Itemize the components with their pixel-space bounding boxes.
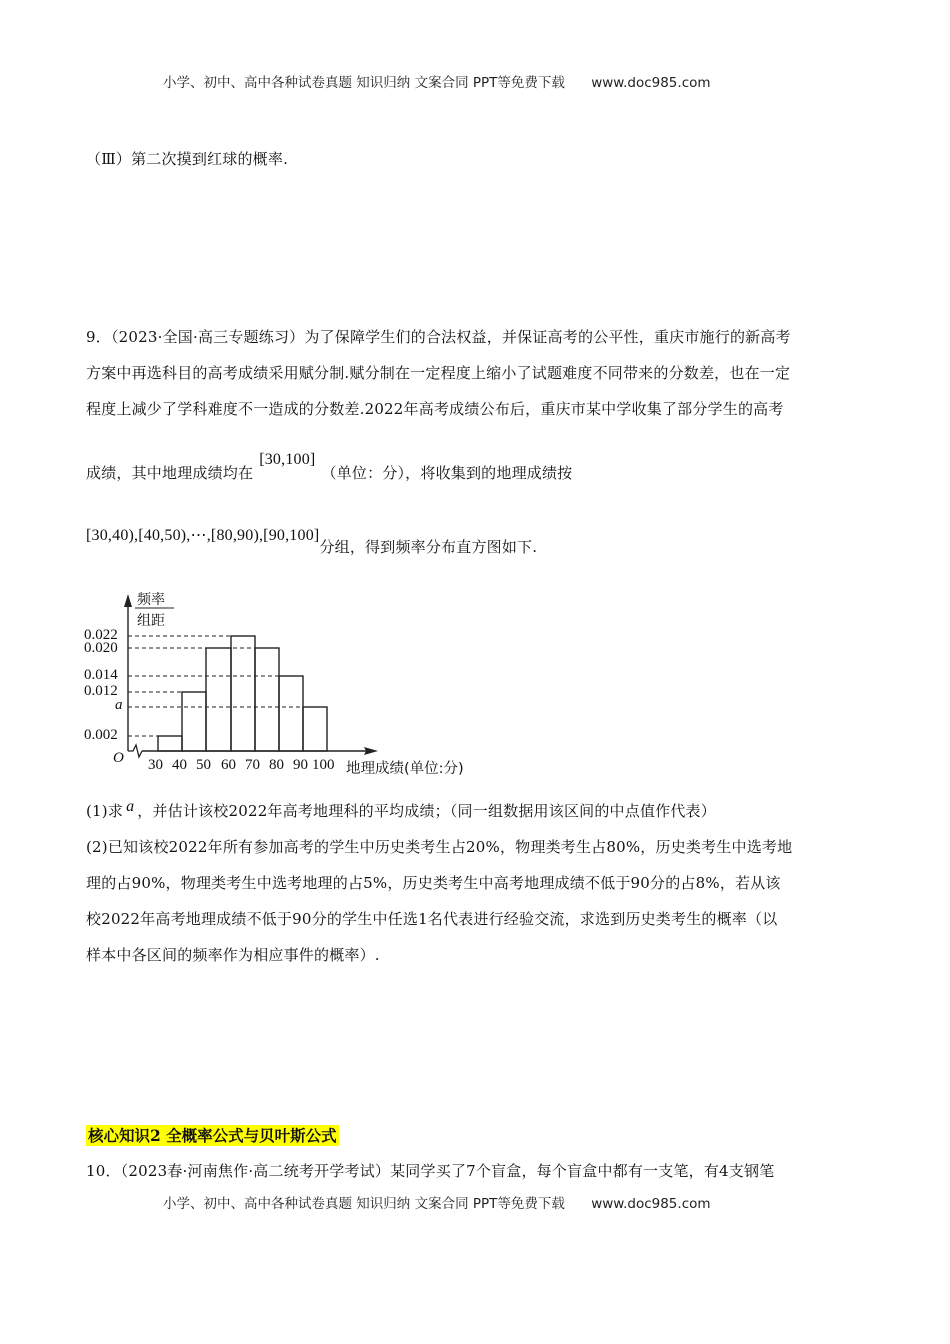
bar-40-50 — [182, 692, 206, 751]
xlabel: 地理成绩(单位:分) — [346, 761, 464, 777]
section-heading — [86, 1124, 339, 1146]
score-range-math: [30,100] — [259, 451, 316, 468]
q10-line1: 10．（2023春·河南焦作·高二统考开学考试）某同学买了7个盲盒，每个盲盒中都有一支笔，有4支钢笔 — [86, 1162, 775, 1180]
section-title: 核心知识2 全概率公式与贝叶斯公式 — [88, 1126, 337, 1145]
q9-sub2-line4: 样本中各区间的频率作为相应事件的概率）. — [86, 946, 380, 964]
x-axis-arrow-icon — [364, 747, 378, 755]
xtick-100: 100 — [312, 757, 335, 773]
xtick-90: 90 — [293, 757, 308, 773]
q9-line4-post: （单位：分），将收集到的地理成绩按 — [321, 464, 573, 482]
q9-line5-post: 分组，得到频率分布直方图如下. — [319, 538, 538, 556]
grouping-intervals-math: [30,40),[40,50),⋯,[80,90),[90,100] — [86, 527, 320, 544]
ytick-0.020: 0.020 — [84, 640, 118, 656]
origin-label: O — [113, 750, 124, 766]
footer-url[interactable]: www.doc985.com — [591, 1196, 711, 1212]
ytick-0.002: 0.002 — [84, 727, 118, 743]
q9-sub1-var: a — [126, 798, 135, 815]
ylabel-numerator: 频率 — [137, 592, 165, 608]
ylabel-denominator: 组距 — [137, 613, 165, 629]
xtick-60: 60 — [221, 757, 236, 773]
xtick-40: 40 — [172, 757, 187, 773]
q9-line2: 方案中再选科目的高考成绩采用赋分制.赋分制在一定程度上缩小了试题难度不同带来的分数差，也在一定 — [86, 364, 791, 382]
header-url[interactable]: www.doc985.com — [591, 75, 711, 91]
q9-sub2-line3: 校2022年高考地理成绩不低于90分的学生中任选1名代表进行经验交流，求选到历史类考生的概率（以 — [86, 910, 778, 928]
ytick-0.022: 0.022 — [84, 627, 118, 643]
bar-30-40 — [158, 736, 182, 751]
bar-80-90 — [279, 676, 303, 751]
bar-90-100 — [303, 707, 327, 751]
footer-text: 小学、初中、高中各种试卷真题 知识归纳 文案合同 PPT等免费下载 — [163, 1196, 565, 1212]
dashed-guides — [128, 636, 303, 736]
prev-question-part3: （Ⅲ）第二次摸到红球的概率. — [86, 150, 289, 168]
ytick-0.014: 0.014 — [84, 667, 118, 683]
x-axis-break-icon — [128, 745, 142, 757]
ytick-a: a — [115, 697, 123, 713]
q9-sub2-line2: 理的占90%，物理类考生中选考地理的占5%，历史类考生中高考地理成绩不低于90分的占8%，若从该 — [86, 874, 781, 892]
q9-sub1 — [86, 800, 716, 821]
q9-sub1-pre: (1)求 — [86, 802, 124, 820]
q9-sub2-line1: (2)已知该校2022年所有参加高考的学生中历史类考生占20%，物理类考生占80%，历史类考生中选考地 — [86, 838, 793, 856]
header-text: 小学、初中、高中各种试卷真题 知识归纳 文案合同 PPT等免费下载 — [163, 75, 565, 91]
q9-line3: 程度上减少了学科难度不一造成的分数差.2022年高考成绩公布后，重庆市某中学收集了部分学生的高考 — [86, 400, 784, 418]
q9-line4-pre: 成绩，其中地理成绩均在 — [86, 464, 254, 482]
q9-line1: 9．（2023·全国·高三专题练习）为了保障学生们的合法权益，并保证高考的公平性，重庆市施行的新高考 — [86, 328, 791, 346]
ytick-0.012: 0.012 — [84, 683, 118, 699]
q9-sub1-post: ，并估计该校2022年高考地理科的平均成绩；（同一组数据用该区间的中点值作代表） — [137, 802, 716, 820]
xtick-70: 70 — [245, 757, 260, 773]
bars — [158, 636, 327, 751]
xtick-80: 80 — [269, 757, 284, 773]
xtick-30: 30 — [148, 757, 163, 773]
y-axis-arrow-icon — [124, 594, 132, 607]
bar-50-60 — [206, 648, 231, 751]
page-footer — [163, 1192, 711, 1212]
bar-70-80 — [255, 648, 279, 751]
xtick-50: 50 — [196, 757, 211, 773]
bar-60-70 — [231, 636, 255, 751]
